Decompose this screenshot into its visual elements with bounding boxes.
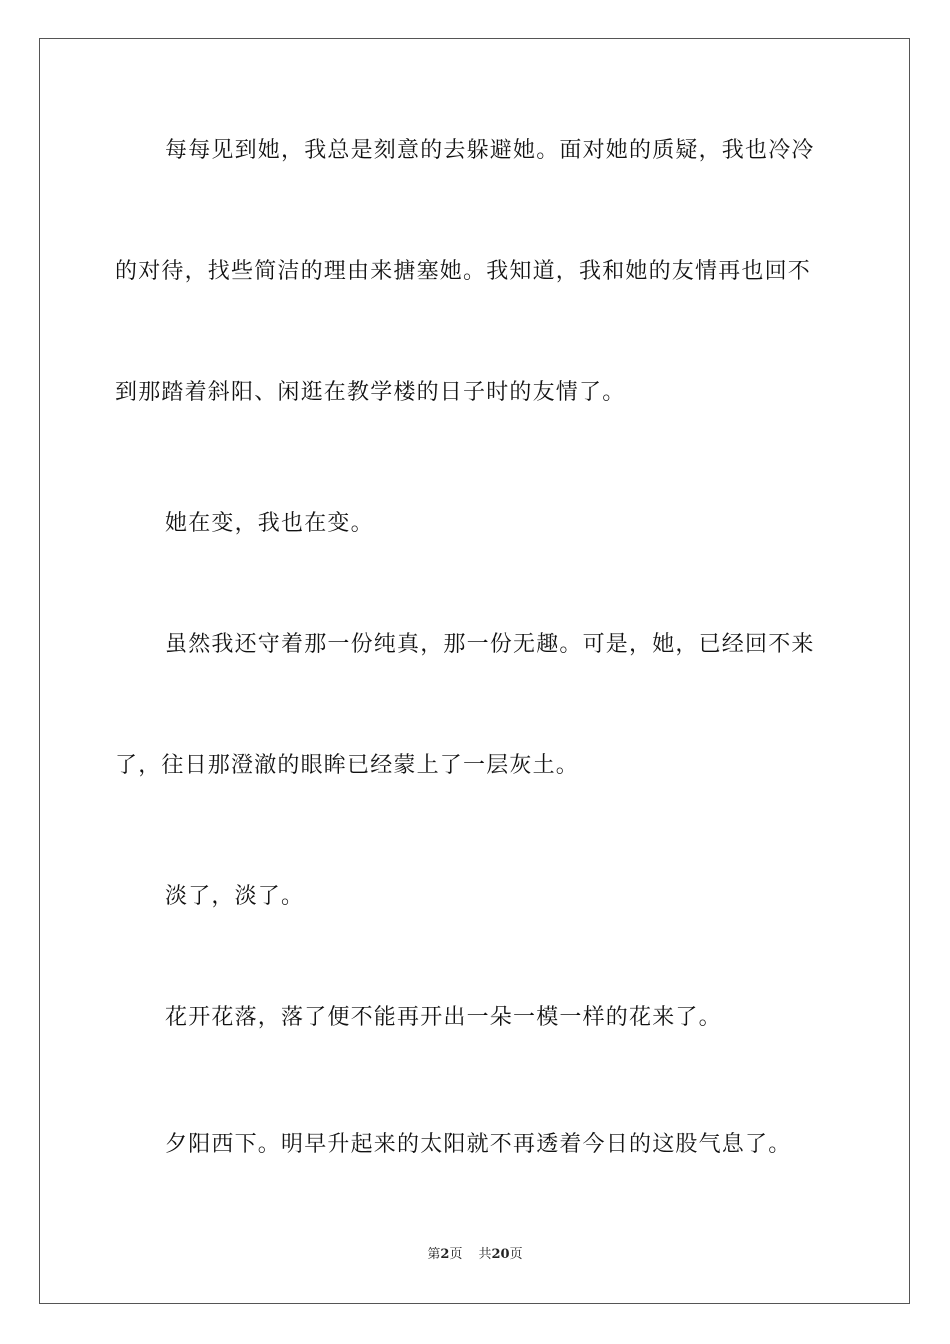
page-footer	[0, 1246, 950, 1264]
paragraph-3-line-2: 了，往日那澄澈的眼眸已经蒙上了一层灰土。	[115, 753, 580, 778]
page-suffix: 页	[449, 1247, 463, 1262]
paragraph-1-line-3: 到那踏着斜阳、闲逛在教学楼的日子时的友情了。	[115, 380, 626, 405]
page-number: 2	[440, 1247, 450, 1262]
paragraph-1-line-2: 的对待，找些简洁的理由来搪塞她。我知道，我和她的友情再也回不	[115, 259, 812, 284]
total-pages: 20	[491, 1247, 510, 1262]
paragraph-5-line-1: 花开花落，落了便不能再开出一朵一模一样的花来了。	[165, 1005, 722, 1030]
paragraph-6-line-1: 夕阳西下。明早升起来的太阳就不再透着今日的这股气息了。	[165, 1132, 792, 1157]
page-border	[39, 38, 910, 1304]
page-prefix: 第	[427, 1247, 441, 1262]
paragraph-3-line-1: 虽然我还守着那一份纯真，那一份无趣。可是，她，已经回不来	[165, 632, 815, 657]
paragraph-1-line-1: 每每见到她，我总是刻意的去躲避她。面对她的质疑，我也冷冷	[165, 138, 815, 163]
paragraph-4-line-1: 淡了，淡了。	[165, 884, 305, 909]
total-suffix: 页	[509, 1247, 523, 1262]
total-prefix: 共	[478, 1247, 492, 1262]
paragraph-2-line-1: 她在变，我也在变。	[165, 511, 374, 536]
